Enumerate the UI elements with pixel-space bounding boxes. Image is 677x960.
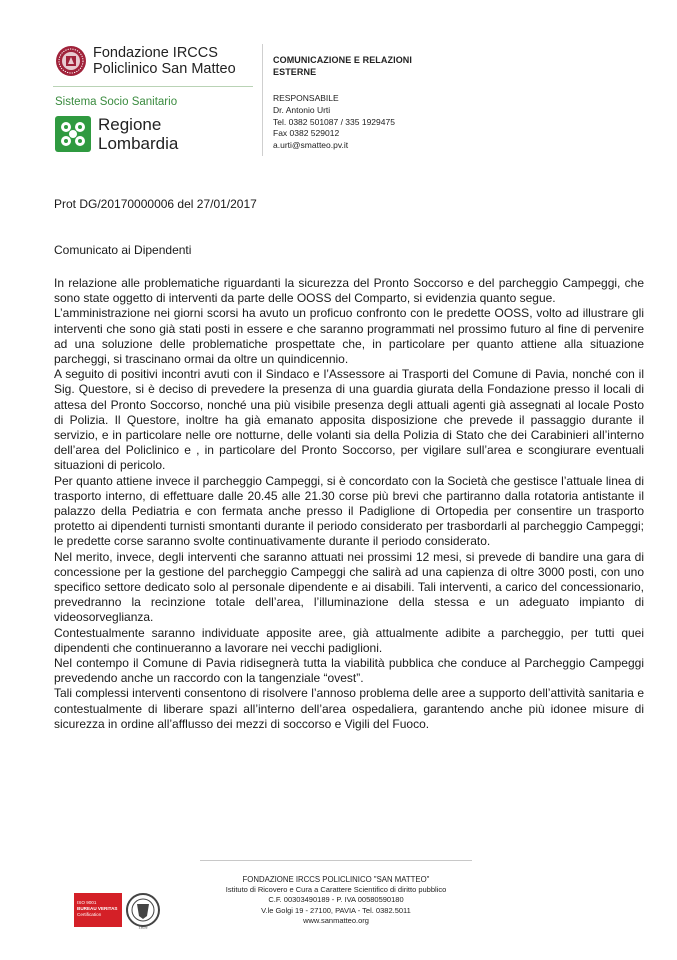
responsible-role: RESPONSABILE	[273, 93, 339, 103]
foundation-name	[93, 45, 236, 77]
footer-address	[200, 875, 472, 926]
responsible-email[interactable]: a.urti@smatteo.pv.it	[273, 140, 349, 151]
bureau-veritas-seal-icon	[125, 890, 161, 930]
foundation-seal-logo	[55, 45, 87, 77]
badge-line3: Certification	[77, 912, 102, 917]
header-divider	[53, 86, 253, 87]
body-paragraph: Contestualmente saranno individuate apposite aree, già attualmente adibite a parcheggio, per tutti quei dipendenti che continueranno a lavorare nei vecchi padiglioni.	[54, 625, 644, 655]
foundation-name-line1: Fondazione IRCCS	[93, 45, 218, 61]
body-paragraph: Nel merito, invece, degli interventi che saranno attuati nei prossimi 12 mesi, si prevede di bandire una gara di concessione per la gestione del parcheggio Campeggi che salirà ad una capienza di oltre 3000 posti, con uno specifico settore dedicato solo al personale dipendente e ai disabili. Tali interventi, a carico del concessionario, prevedranno la recinzione totale dell’area, l’illuminazione della stessa e un adeguato impianto di videosorveglianza.	[54, 549, 644, 625]
body-paragraph: Nel contempo il Comune di Pavia ridisegnerà tutta la viabilità pubblica che conduce al Parcheggio Campeggi prevedendo anche un raccordo con la tangenziale “ovest”.	[54, 656, 644, 686]
footer-line-institute: Istituto di Ricovero e Cura a Carattere Scientifico di diritto pubblico	[225, 885, 447, 895]
lombardia-rose-icon	[55, 116, 91, 152]
office-title	[273, 54, 412, 78]
system-label: Sistema Socio Sanitario	[55, 96, 178, 108]
region-name	[98, 115, 178, 153]
document-subject: Comunicato ai Dipendenti	[54, 243, 192, 257]
responsible-name: Dr. Antonio Urti	[273, 104, 331, 115]
body-paragraph: Per quanto attiene invece il parcheggio Campeggi, si è concordato con la Società che gestisce l’attuale linea di trasporto interno, di effettuare dalle 20.45 alle 21.30 corse più brevi che partiranno dalla rotatoria antistante il palazzo della Pediatria e con fermata anche presso il Padiglione di Ortopedia per consentire un trasporto protetto ai dipendenti turnisti smontanti durante il periodo considerato per trasbordarli al parcheggio Campeggi; le predette corse saranno svolte continuativamente durante il periodo considerato.	[54, 473, 644, 549]
header-vertical-divider	[262, 44, 263, 156]
footer-line-taxcodes: C.F. 00303490189 - P. IVA 00580590180	[268, 895, 404, 905]
iso-certification-badge	[74, 893, 122, 927]
document-body	[54, 276, 644, 732]
office-title-line1: COMUNICAZIONE E RELAZIONI	[273, 55, 412, 65]
protocol-number: Prot DG/20170000006 del 27/01/2017	[54, 197, 257, 211]
badge-line2: BUREAU VERITAS	[77, 906, 118, 911]
foundation-name-line2: Policlinico San Matteo	[93, 61, 236, 77]
body-paragraph: A seguito di positivi incontri avuti con il Sindaco e l’Assessore ai Trasporti del Comune di Pavia, nonché con il Sig. Questore, si è deciso di prevedere la presenza di una guardia giurata della Fondazione presso il locali di attesa del Pronto Soccorso, nonché una più visibile presenza degli attuali agenti già assegnati al locale Posto di Polizia. Il Questore, inoltre ha già emanato apposita disposizione che prevede il passaggio durante il servizio, e in particolare nelle ore notturne, delle volanti sia della Polizia di Stato che dei Carabinieri all’interno dell’area del Policlinico e , in particolare del Pronto Soccorso, per vigilare sull’area e scongiurare eventuali situazioni di pericolo.	[54, 367, 644, 473]
footer-line-website[interactable]: www.sanmatteo.org	[303, 915, 369, 925]
responsible-tel: Tel. 0382 501087 / 335 1929475	[273, 116, 395, 127]
badge-line1: ISO 9001	[77, 900, 97, 905]
region-name-line1: Regione	[98, 115, 162, 134]
region-name-line2: Lombardia	[98, 134, 179, 153]
body-paragraph: In relazione alle problematiche riguardanti la sicurezza del Pronto Soccorso e del parcheggio Campeggi, che sono state oggetto di interventi da parte delle OOSS del Comparto, si evidenzia quanto segue.	[54, 276, 644, 306]
office-title-line2: ESTERNE	[273, 67, 317, 77]
responsible-contact	[273, 93, 395, 152]
seal-year: 1828	[138, 924, 148, 930]
footer-line-address: V.le Golgi 19 - 27100, PAVIA - Tel. 0382.5011	[261, 905, 411, 915]
body-paragraph: L’amministrazione nei giorni scorsi ha avuto un proficuo confronto con le predette OOSS, volto ad illustrare gli interventi che sono già stati posti in essere e che saranno programmati nel prossimo futuro al fine di pervenire ad una soluzione delle problematiche prospettate che, in particolare per quanto attiene alla situazione parcheggi, si trascinano ormai da oltre un quindicennio.	[54, 306, 644, 367]
footer-line-name: FONDAZIONE IRCCS POLICLINICO "SAN MATTEO"	[242, 875, 430, 884]
body-paragraph: Tali complessi interventi consentono di risolvere l’annoso problema delle aree a supporto dell’attività sanitaria e contestualmente di liberare spazi all’interno dell’area ospedaliera, garantendo anche più idonee misure di sicurezza in ordine all’afflusso dei mezzi di soccorso e Vigili del Fuoco.	[54, 686, 644, 731]
responsible-fax: Fax 0382 529012	[273, 128, 340, 139]
footer-divider	[200, 860, 472, 861]
